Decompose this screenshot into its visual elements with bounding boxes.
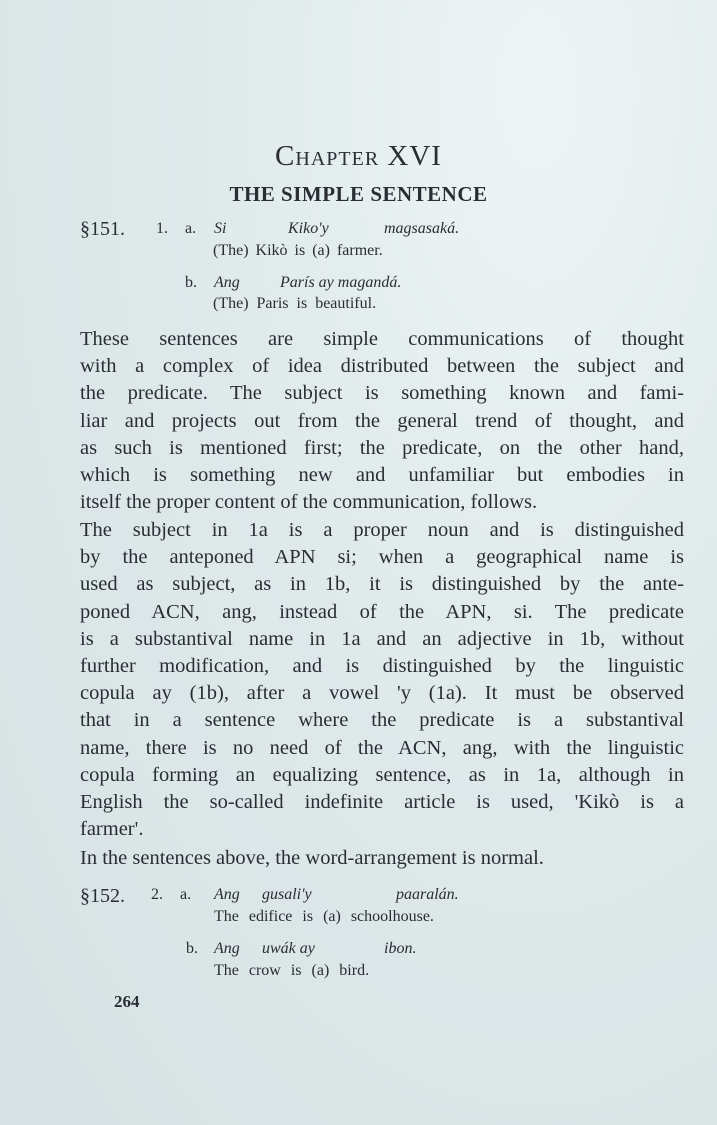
example-letter: b. [186,940,198,957]
example-word: Si [214,220,227,237]
text-line: copula ay (1b), after a vowel 'y (1a). It must be observed [80,682,684,705]
chapter-number: XVI [387,140,442,172]
example-word: ibon. [384,940,417,957]
text-line: farmer'. [80,818,144,841]
text-line: English the so-called indefinite article is used, 'Kikò is a [80,790,684,813]
chapter-heading [0,140,717,173]
body-paragraph [80,517,684,843]
example-word: París ay magandá. [280,274,402,291]
body-paragraph [80,326,684,516]
text-line: In the sentences above, the word-arrangement is normal. [80,847,544,869]
text-line: itself the proper content of the communication, follows. [80,491,538,514]
text-line: with a complex of idea distributed between the subject and [80,355,684,378]
chapter-title: THE SIMPLE SENTENCE [229,182,488,206]
text-line: that in a sentence where the predicate is a substantival [80,709,684,732]
text-line: poned ACN, ang, instead of the APN, si. The predicate [80,600,684,623]
text-line: as such is mentioned first; the predicate, on the other hand, [80,436,684,459]
text-line: further modification, and is distinguished by the linguistic [80,654,684,677]
example-gloss: (The) Paris is beautiful. [213,295,377,312]
page-number: 264 [114,992,140,1011]
body-paragraph [80,845,684,872]
text-line: The subject in 1a is a proper noun and is distinguished [80,519,684,541]
example-word: Ang [214,940,240,957]
text-line: liar and projects out from the general trend of thought, and [80,409,684,432]
section-number-152: §152. [80,885,125,907]
text-line: name, there is no need of the ACN, ang, with the linguistic [80,736,684,759]
example-word: magsasaká. [384,220,460,237]
example-word: Kiko'y [288,220,329,237]
text-line: These sentences are simple communications of thought [80,328,684,350]
text-line: is a substantival name in 1a and an adjective in 1b, without [80,627,684,650]
text-line: copula forming an equalizing sentence, as in 1a, although in [80,763,684,786]
chapter-label: Chapter [275,140,380,172]
text-line: used as subject, as in 1b, it is distinguished by the ante- [80,573,684,596]
example-gloss: The edifice is (a) schoolhouse. [214,908,434,925]
example-word: Ang [214,274,240,291]
example-word: paaralán. [396,886,459,903]
example-gloss: (The) Kikò is (a) farmer. [213,242,383,259]
example-word: gusali'y [262,886,312,903]
section-number-151: §151. [80,218,125,240]
example-number: 2. [151,886,163,903]
example-letter: b. [185,274,197,291]
example-letter: a. [180,886,192,903]
example-word: Ang [214,886,240,903]
example-number: 1. [156,220,168,237]
text-line: which is something new and unfamiliar but embodies in [80,463,684,486]
text-line: by the anteponed APN si; when a geographical name is [80,546,684,569]
text-line: the predicate. The subject is something known and fami- [80,382,684,405]
example-letter: a. [185,220,197,237]
example-gloss: The crow is (a) bird. [214,962,370,979]
example-word: uwák ay [262,940,315,957]
